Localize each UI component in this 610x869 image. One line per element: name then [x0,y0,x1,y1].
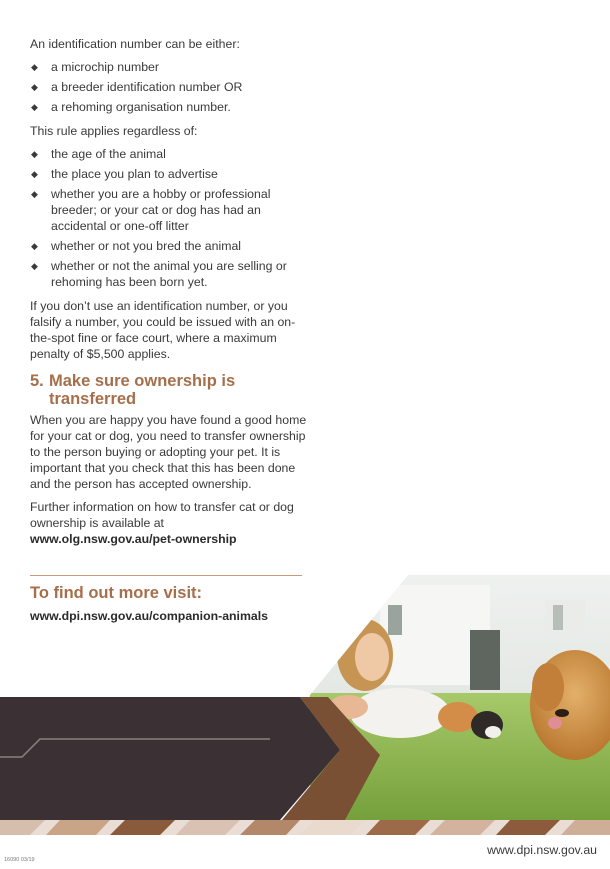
section-title-line1: Make sure ownership is [49,372,236,390]
list-item: ◆ a rehoming organisation number. [31,100,231,114]
dark-band [0,697,340,820]
diamond-bullet-icon: ◆ [31,189,38,199]
penalty-paragraph: If you don’t use an identification number, or you falsify a number, you could be issued with an on-the-spot fine or face court, where a maximum penalty of $5,500 applies. [30,299,296,361]
section-title-line2: transferred [49,390,137,408]
list-item: ◆ a breeder identification number OR [31,80,243,94]
section-5-heading [30,372,308,408]
rule-list [30,146,308,290]
diamond-bullet-icon: ◆ [31,82,38,92]
main-column [30,36,308,554]
diamond-bullet-icon: ◆ [31,102,38,112]
transfer-paragraph: When you are happy you have found a good home for your cat or dog, you need to transfer ownership to the person buying or adopting your pet. It is important that you check that this has been done and the person has accepted ownership. [30,413,307,491]
footer-url[interactable]: www.dpi.nsw.gov.au [487,843,597,857]
further-info-paragraph: Further information on how to transfer cat or dog ownership is available at www.olg.nsw.gov.au/pet-ownership [30,500,294,546]
id-list [30,59,308,115]
diamond-bullet-icon: ◆ [31,62,38,72]
list-item: ◆ the age of the animal [31,147,166,161]
publication-code: 16090 03/19 [4,857,35,863]
list-item: ◆ a microchip number [31,60,159,74]
diamond-bullet-icon: ◆ [31,261,38,271]
list-item: ◆ whether or not the animal you are selling or rehoming has been born yet. [31,259,287,289]
id-intro: An identification number can be either: [30,37,240,51]
list-item: ◆ whether or not you bred the animal [31,239,242,253]
diamond-bullet-icon: ◆ [31,149,38,159]
visit-title: To find out more visit: [30,584,203,602]
list-item: ◆ whether you are a hobby or professional breeder; or your cat or dog has had an accidental or one-off litter [31,187,271,233]
find-out-more-box [30,575,302,623]
list-item: ◆ the place you plan to advertise [31,167,218,181]
olg-link[interactable]: www.olg.nsw.gov.au/pet-ownership [30,532,237,546]
section-number: 5. [30,372,44,390]
diamond-bullet-icon: ◆ [31,241,38,251]
diamond-bullet-icon: ◆ [31,169,38,179]
companion-animals-link[interactable]: www.dpi.nsw.gov.au/companion-animals [30,609,268,623]
rule-intro: This rule applies regardless of: [30,124,198,138]
